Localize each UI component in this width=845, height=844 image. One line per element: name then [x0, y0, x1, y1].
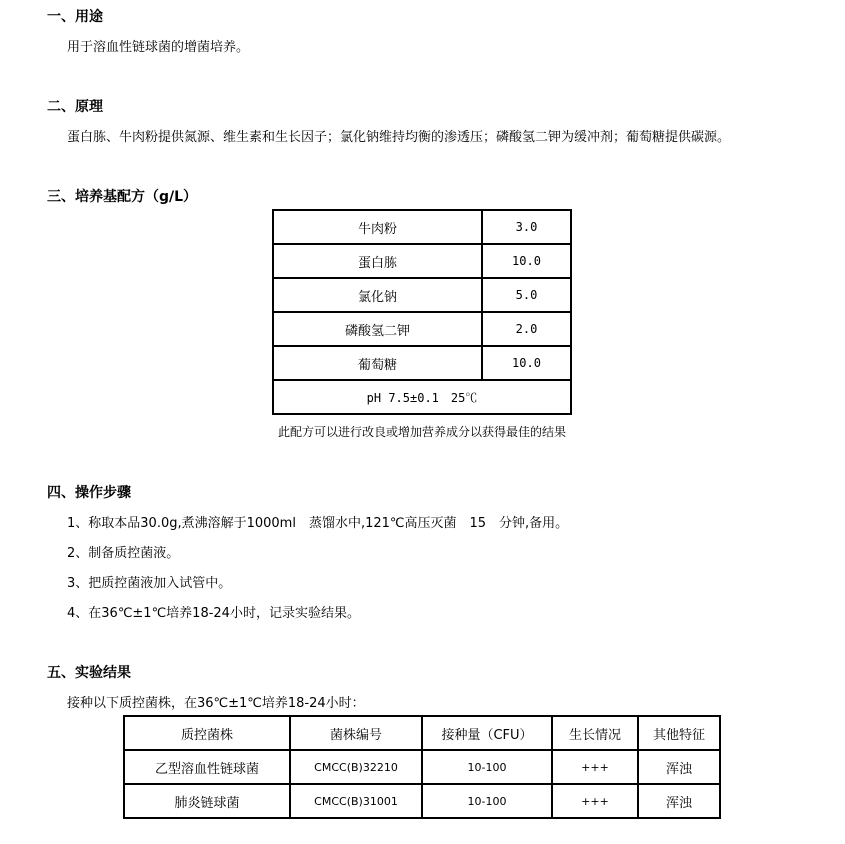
table-row	[273, 380, 571, 414]
ingredient-name: 氯化钠	[273, 278, 482, 312]
table-row	[273, 278, 571, 312]
cell-strain: 肺炎链球菌	[124, 784, 290, 818]
step-1: 1、称取本品30.0g,煮沸溶解于1000ml 蒸馏水中,121℃高压灭菌 15 分钟,备用。	[67, 516, 569, 531]
formula-table	[272, 209, 572, 415]
section-5-title: 五、实验结果	[47, 665, 131, 681]
table-row	[124, 750, 720, 784]
table-row	[273, 312, 571, 346]
results-table	[123, 715, 721, 819]
col-header-growth: 生长情况	[552, 716, 638, 750]
table-header-row	[124, 716, 720, 750]
step-4: 4、在36℃±1℃培养18-24小时，记录实验结果。	[67, 606, 360, 621]
formula-note: 此配方可以进行改良或增加营养成分以获得最佳的结果	[277, 425, 566, 439]
ingredient-name: 磷酸氢二钾	[273, 312, 482, 346]
table-row	[273, 210, 571, 244]
col-header-strain: 质控菌株	[124, 716, 290, 750]
ingredient-value: 3.0	[482, 210, 571, 244]
cell-inoculum: 10-100	[422, 784, 552, 818]
col-header-code: 菌株编号	[290, 716, 422, 750]
ingredient-name: 葡萄糖	[273, 346, 482, 380]
cell-other: 浑浊	[638, 784, 720, 818]
step-3: 3、把质控菌液加入试管中。	[67, 576, 232, 591]
cell-growth: +++	[552, 750, 638, 784]
section-3-title: 三、培养基配方（g/L）	[47, 189, 198, 205]
ingredient-name: 牛肉粉	[273, 210, 482, 244]
ingredient-value: 10.0	[482, 346, 571, 380]
section-4-title: 四、操作步骤	[47, 485, 131, 501]
section-5-intro: 接种以下质控菌株，在36℃±1℃培养18-24小时：	[67, 696, 365, 711]
ingredient-value: 10.0	[482, 244, 571, 278]
ingredient-value: 2.0	[482, 312, 571, 346]
step-2: 2、制备质控菌液。	[67, 546, 180, 561]
table-row	[124, 784, 720, 818]
section-1-title: 一、用途	[47, 9, 103, 25]
section-2-text: 蛋白胨、牛肉粉提供氮源、维生素和生长因子；氯化钠维持均衡的渗透压；磷酸氢二钾为缓冲剂；葡萄糖提供碳源。	[67, 130, 731, 145]
section-1-text: 用于溶血性链球菌的增菌培养。	[67, 40, 250, 55]
cell-growth: +++	[552, 784, 638, 818]
col-header-inoculum: 接种量（CFU）	[422, 716, 552, 750]
col-header-other: 其他特征	[638, 716, 720, 750]
cell-code: CMCC(B)32210	[290, 750, 422, 784]
table-row	[273, 346, 571, 380]
ph-cell: pH 7.5±0.1 25℃	[273, 380, 571, 414]
cell-strain: 乙型溶血性链球菌	[124, 750, 290, 784]
cell-code: CMCC(B)31001	[290, 784, 422, 818]
cell-other: 浑浊	[638, 750, 720, 784]
section-2-title: 二、原理	[47, 99, 103, 115]
table-row	[273, 244, 571, 278]
ingredient-name: 蛋白胨	[273, 244, 482, 278]
cell-inoculum: 10-100	[422, 750, 552, 784]
ingredient-value: 5.0	[482, 278, 571, 312]
